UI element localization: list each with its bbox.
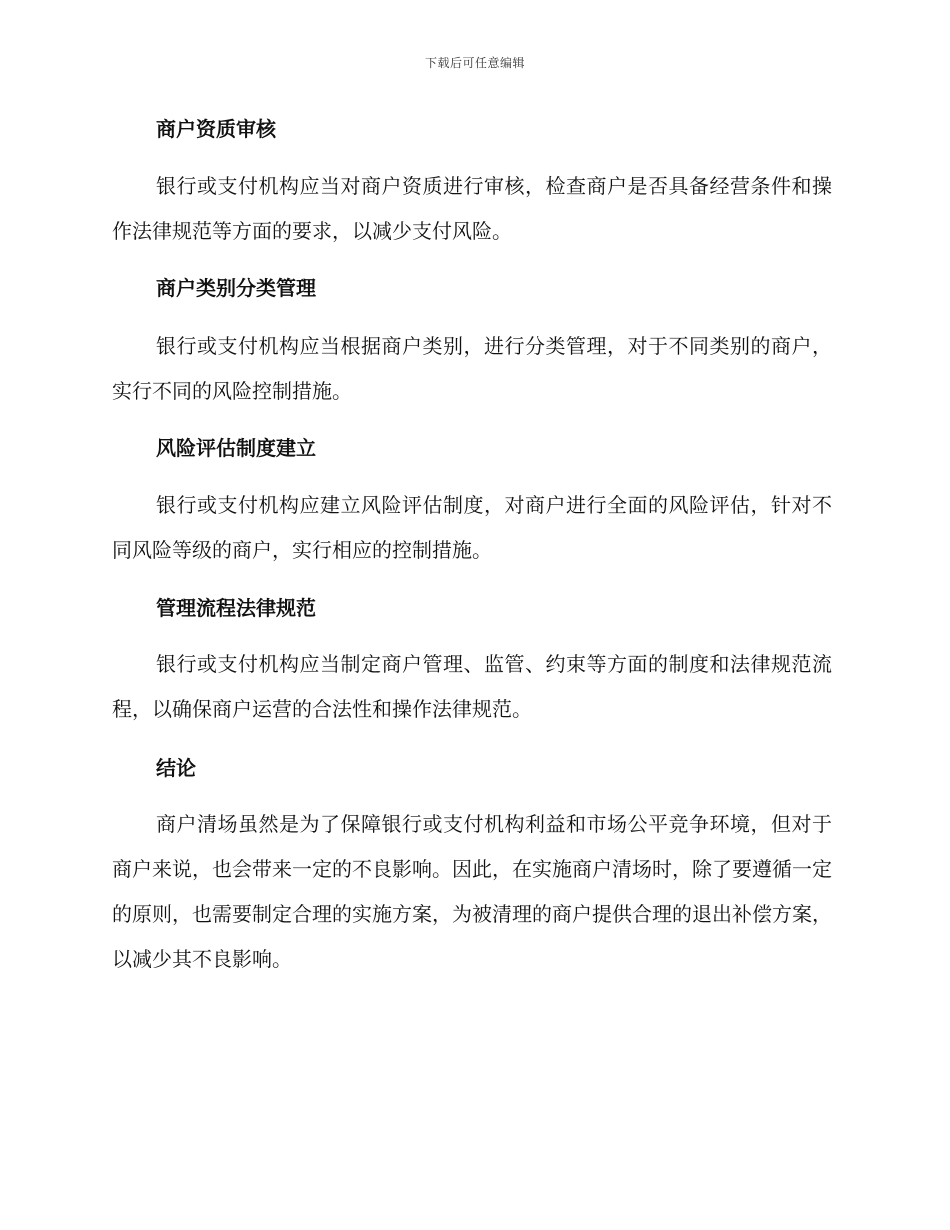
section-paragraph-merchant-category: 银行或支付机构应当根据商户类别，进行分类管理，对于不同类别的商户，实行不同的风险控制措施。	[112, 334, 832, 403]
section-heading-conclusion: 结论	[156, 756, 196, 780]
section-paragraph-conclusion: 商户清场虽然是为了保障银行或支付机构利益和市场公平竞争环境，但对于商户来说，也会带来一定的不良影响。因此，在实施商户清场时，除了要遵循一定的原则，也需要制定合理的实施方案，为被清理的商户提供合理的退出补偿方案，以减少其不良影响。	[112, 812, 832, 971]
section-paragraph-management-process: 银行或支付机构应当制定商户管理、监管、约束等方面的制度和法律规范流程，以确保商户运营的合法性和操作法律规范。	[112, 652, 832, 721]
section-paragraph-risk-assessment: 银行或支付机构应建立风险评估制度，对商户进行全面的风险评估，针对不同风险等级的商户，实行相应的控制措施。	[112, 493, 832, 562]
section-heading-merchant-qualification: 商户资质审核	[156, 117, 276, 141]
section-heading-management-process: 管理流程法律规范	[156, 596, 316, 620]
page-header-note: 下载后可任意编辑	[424, 56, 525, 70]
section-heading-risk-assessment: 风险评估制度建立	[156, 436, 316, 460]
section-heading-merchant-category: 商户类别分类管理	[156, 276, 316, 300]
section-paragraph-merchant-qualification: 银行或支付机构应当对商户资质进行审核，检查商户是否具备经营条件和操作法律规范等方面的要求，以减少支付风险。	[112, 174, 832, 243]
